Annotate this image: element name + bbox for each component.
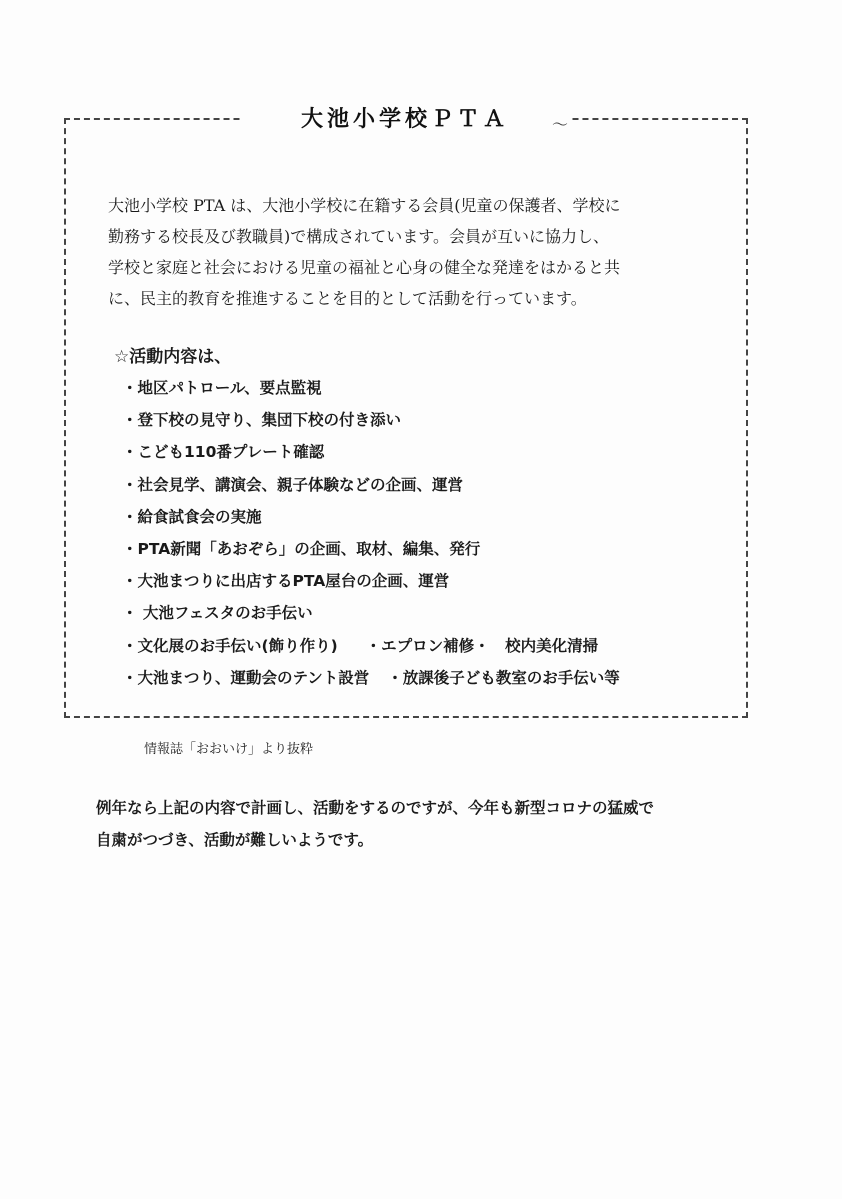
activity-item: ・大池まつりに出店するPTA屋台の企画、運営 bbox=[122, 572, 450, 591]
activity-item-pair bbox=[122, 662, 620, 694]
activity-item: ・こども110番プレート確認 bbox=[122, 443, 325, 462]
closing-line: 自粛がつづき、活動が難しいようです。 bbox=[96, 831, 374, 849]
activity-item: ・ 大池フェスタのお手伝い bbox=[122, 604, 313, 623]
activity-item: ・放課後子ども教室のお手伝い等 bbox=[387, 668, 620, 687]
activity-item: ・大池まつり、運動会のテント設営 bbox=[122, 668, 370, 687]
intro-line: 勤務する校長及び教職員)で構成されています。会員が互いに協力し、 bbox=[108, 227, 609, 246]
closing-paragraph bbox=[96, 792, 654, 856]
intro-line: に、民主的教育を推進することを目的として活動を行っています。 bbox=[108, 289, 587, 308]
intro-line: 学校と家庭と社会における児童の福祉と心身の健全な発達をはかると共 bbox=[108, 258, 621, 277]
source-citation: 情報誌「おおいけ」より抜粋 bbox=[144, 742, 314, 757]
activity-item-pair bbox=[122, 630, 620, 662]
activity-item: ・PTA新聞「あおぞら」の企画、取材、編集、発行 bbox=[122, 540, 481, 559]
activities-list bbox=[122, 372, 620, 694]
activity-item: ・社会見学、講演会、親子体験などの企画、運営 bbox=[122, 475, 464, 494]
intro-paragraph bbox=[108, 190, 708, 314]
activity-item: ・給食試食会の実施 bbox=[122, 507, 262, 526]
page-title: 大池小学校ＰＴＡ bbox=[300, 106, 509, 132]
activity-item: ・エプロン補修・ 校内美化清掃 bbox=[365, 636, 599, 655]
activity-item: ・登下校の見守り、集団下校の付き添い bbox=[122, 411, 402, 430]
activities-heading: ☆活動内容は、 bbox=[114, 347, 232, 367]
activity-item: ・文化展のお手伝い(飾り作り) bbox=[122, 636, 338, 655]
title-banner bbox=[240, 98, 570, 136]
title-wave-mark: ～ bbox=[552, 115, 569, 134]
activity-item: ・地区パトロール、要点監視 bbox=[122, 379, 322, 397]
intro-line: 大池小学校 PTA は、大池小学校に在籍する会員(児童の保護者、学校に bbox=[108, 196, 621, 215]
closing-line: 例年なら上記の内容で計画し、活動をするのですが、今年も新型コロナの猛威で bbox=[96, 799, 655, 817]
